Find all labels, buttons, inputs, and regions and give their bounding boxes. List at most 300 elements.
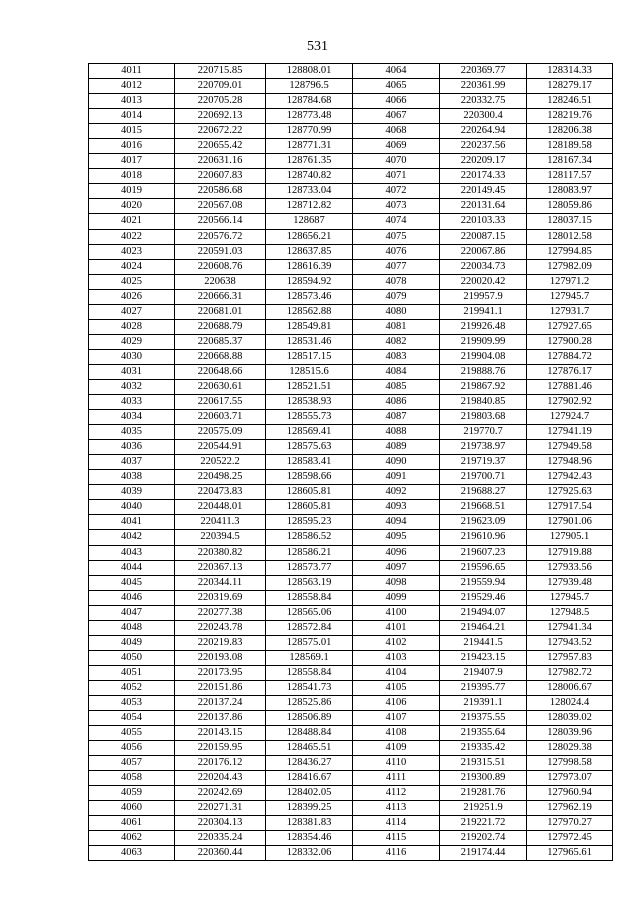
table-row [89,816,613,831]
table-cell-left-point-number: 4060 [89,801,175,816]
table-cell-left-point-number: 4050 [89,650,175,665]
table-cell-right-y-coordinate: 127925.63 [527,485,613,500]
table-cell-left-y-coordinate: 128656.21 [266,229,353,244]
table-cell-right-point-number: 4087 [353,410,440,425]
table-cell-left-x-coordinate: 220219.83 [175,635,266,650]
table-row [89,289,613,304]
table-cell-right-point-number: 4106 [353,695,440,710]
table-row [89,575,613,590]
table-cell-right-y-coordinate: 128279.17 [527,79,613,94]
table-row [89,109,613,124]
table-cell-left-y-coordinate: 128399.25 [266,801,353,816]
table-cell-right-x-coordinate: 219251.9 [440,801,527,816]
table-row [89,274,613,289]
table-cell-right-y-coordinate: 127957.83 [527,650,613,665]
table-cell-left-y-coordinate: 128586.52 [266,530,353,545]
table-row [89,79,613,94]
table-cell-left-x-coordinate: 220681.01 [175,304,266,319]
table-cell-right-x-coordinate: 219888.76 [440,364,527,379]
table-cell-left-point-number: 4045 [89,575,175,590]
table-cell-left-y-coordinate: 128332.06 [266,846,353,861]
table-cell-right-y-coordinate: 128117.57 [527,169,613,184]
table-cell-left-point-number: 4063 [89,846,175,861]
table-cell-left-point-number: 4017 [89,154,175,169]
table-cell-left-x-coordinate: 220394.5 [175,530,266,545]
table-cell-right-y-coordinate: 127931.7 [527,304,613,319]
table-cell-left-x-coordinate: 220344.11 [175,575,266,590]
table-cell-right-y-coordinate: 127973.07 [527,771,613,786]
table-cell-left-point-number: 4030 [89,349,175,364]
table-cell-right-y-coordinate: 127927.65 [527,319,613,334]
table-cell-right-y-coordinate: 128006.67 [527,680,613,695]
table-cell-right-x-coordinate: 219407.9 [440,665,527,680]
table-cell-right-y-coordinate: 127905.1 [527,530,613,545]
table-cell-right-point-number: 4080 [353,304,440,319]
table-cell-right-y-coordinate: 128219.76 [527,109,613,124]
table-row [89,94,613,109]
table-cell-right-y-coordinate: 128083.97 [527,184,613,199]
table-cell-right-x-coordinate: 219221.72 [440,816,527,831]
table-cell-right-x-coordinate: 220087.15 [440,229,527,244]
table-cell-right-y-coordinate: 127884.72 [527,349,613,364]
coordinates-table [88,63,613,861]
table-row [89,199,613,214]
table-cell-left-y-coordinate: 128525.86 [266,695,353,710]
table-cell-right-y-coordinate: 127971.2 [527,274,613,289]
table-cell-right-x-coordinate: 219867.92 [440,379,527,394]
table-cell-right-x-coordinate: 219738.97 [440,440,527,455]
table-row [89,124,613,139]
table-cell-left-y-coordinate: 128549.81 [266,319,353,334]
table-cell-left-y-coordinate: 128637.85 [266,244,353,259]
table-cell-left-point-number: 4052 [89,680,175,695]
table-cell-right-y-coordinate: 127919.88 [527,545,613,560]
table-cell-right-y-coordinate: 128167.34 [527,154,613,169]
table-row [89,620,613,635]
table-row [89,831,613,846]
table-cell-right-x-coordinate: 220369.77 [440,64,527,79]
table-row [89,304,613,319]
table-cell-left-y-coordinate: 128575.63 [266,440,353,455]
table-cell-left-x-coordinate: 220566.14 [175,214,266,229]
table-cell-left-x-coordinate: 220367.13 [175,560,266,575]
table-cell-right-point-number: 4088 [353,425,440,440]
table-cell-right-y-coordinate: 128037.15 [527,214,613,229]
table-cell-right-y-coordinate: 127881.46 [527,379,613,394]
table-cell-right-x-coordinate: 220361.99 [440,79,527,94]
table-cell-right-point-number: 4076 [353,244,440,259]
table-cell-right-x-coordinate: 219441.5 [440,635,527,650]
table-cell-left-point-number: 4055 [89,726,175,741]
table-row [89,485,613,500]
table-cell-right-point-number: 4115 [353,831,440,846]
table-cell-right-x-coordinate: 219610.96 [440,530,527,545]
table-cell-left-y-coordinate: 128562.88 [266,304,353,319]
table-cell-right-point-number: 4099 [353,590,440,605]
table-cell-left-point-number: 4015 [89,124,175,139]
table-cell-right-y-coordinate: 128059.86 [527,199,613,214]
table-row [89,530,613,545]
table-cell-right-x-coordinate: 220332.75 [440,94,527,109]
table-row [89,410,613,425]
table-cell-left-y-coordinate: 128506.89 [266,711,353,726]
table-cell-left-point-number: 4031 [89,364,175,379]
table-cell-right-y-coordinate: 127917.54 [527,500,613,515]
table-cell-left-y-coordinate: 128541.73 [266,680,353,695]
table-cell-left-y-coordinate: 128465.51 [266,741,353,756]
table-row [89,154,613,169]
table-cell-right-x-coordinate: 219494.07 [440,605,527,620]
table-cell-left-y-coordinate: 128594.92 [266,274,353,289]
table-row [89,244,613,259]
table-cell-right-point-number: 4093 [353,500,440,515]
table-cell-right-x-coordinate: 219355.64 [440,726,527,741]
table-cell-right-x-coordinate: 219668.51 [440,500,527,515]
table-cell-left-point-number: 4061 [89,816,175,831]
table-row [89,259,613,274]
table-cell-right-point-number: 4074 [353,214,440,229]
table-cell-right-point-number: 4107 [353,711,440,726]
table-cell-right-y-coordinate: 127965.61 [527,846,613,861]
table-cell-left-point-number: 4043 [89,545,175,560]
table-cell-right-y-coordinate: 128039.96 [527,726,613,741]
table-cell-right-x-coordinate: 220131.64 [440,199,527,214]
table-row [89,440,613,455]
table-cell-left-point-number: 4014 [89,109,175,124]
table-cell-right-x-coordinate: 219607.23 [440,545,527,560]
table-cell-left-y-coordinate: 128515.6 [266,364,353,379]
table-row [89,364,613,379]
table-cell-left-y-coordinate: 128488.84 [266,726,353,741]
table-cell-left-x-coordinate: 220715.85 [175,64,266,79]
table-cell-right-x-coordinate: 219719.37 [440,455,527,470]
table-cell-right-x-coordinate: 219315.51 [440,756,527,771]
table-row [89,545,613,560]
table-cell-right-x-coordinate: 219700.71 [440,470,527,485]
table-cell-right-x-coordinate: 220103.33 [440,214,527,229]
table-cell-left-point-number: 4022 [89,229,175,244]
table-cell-left-y-coordinate: 128381.83 [266,816,353,831]
table-cell-right-x-coordinate: 219770.7 [440,425,527,440]
table-cell-left-y-coordinate: 128573.77 [266,560,353,575]
table-cell-left-point-number: 4018 [89,169,175,184]
table-cell-right-y-coordinate: 127994.85 [527,244,613,259]
table-cell-right-y-coordinate: 128206.38 [527,124,613,139]
table-cell-left-y-coordinate: 128796.5 [266,79,353,94]
table-cell-right-x-coordinate: 219174.44 [440,846,527,861]
table-cell-right-x-coordinate: 219391.1 [440,695,527,710]
table-cell-left-x-coordinate: 220137.24 [175,695,266,710]
table-cell-left-y-coordinate: 128605.81 [266,500,353,515]
table-cell-left-point-number: 4016 [89,139,175,154]
table-cell-right-y-coordinate: 127998.58 [527,756,613,771]
table-cell-left-y-coordinate: 128517.15 [266,349,353,364]
table-cell-right-x-coordinate: 219688.27 [440,485,527,500]
table-cell-left-point-number: 4049 [89,635,175,650]
table-cell-left-point-number: 4039 [89,485,175,500]
table-cell-right-y-coordinate: 127982.09 [527,259,613,274]
table-cell-left-y-coordinate: 128569.41 [266,425,353,440]
table-cell-left-x-coordinate: 220411.3 [175,515,266,530]
table-cell-right-x-coordinate: 220300.4 [440,109,527,124]
table-cell-left-point-number: 4029 [89,334,175,349]
table-cell-right-point-number: 4072 [353,184,440,199]
table-cell-left-x-coordinate: 220603.71 [175,410,266,425]
table-cell-right-point-number: 4064 [353,64,440,79]
table-cell-left-y-coordinate: 128402.05 [266,786,353,801]
table-cell-right-x-coordinate: 219202.74 [440,831,527,846]
table-cell-right-point-number: 4103 [353,650,440,665]
table-cell-left-x-coordinate: 220137.86 [175,711,266,726]
table-cell-left-point-number: 4023 [89,244,175,259]
table-cell-right-x-coordinate: 219559.94 [440,575,527,590]
table-cell-left-x-coordinate: 220655.42 [175,139,266,154]
table-row [89,680,613,695]
table-cell-right-x-coordinate: 220067.86 [440,244,527,259]
table-row [89,711,613,726]
table-cell-right-point-number: 4079 [353,289,440,304]
table-cell-right-x-coordinate: 219335.42 [440,741,527,756]
table-cell-right-x-coordinate: 220209.17 [440,154,527,169]
table-cell-right-y-coordinate: 127945.7 [527,289,613,304]
table-cell-left-x-coordinate: 220586.68 [175,184,266,199]
table-cell-right-x-coordinate: 220174.33 [440,169,527,184]
table-cell-right-y-coordinate: 127939.48 [527,575,613,590]
table-cell-left-x-coordinate: 220666.31 [175,289,266,304]
table-cell-left-x-coordinate: 220692.13 [175,109,266,124]
table-cell-left-y-coordinate: 128354.46 [266,831,353,846]
table-cell-right-x-coordinate: 220149.45 [440,184,527,199]
table-cell-right-y-coordinate: 127941.19 [527,425,613,440]
table-cell-right-y-coordinate: 127876.17 [527,364,613,379]
table-cell-right-y-coordinate: 127949.58 [527,440,613,455]
table-cell-left-y-coordinate: 128733.04 [266,184,353,199]
table-cell-left-y-coordinate: 128565.06 [266,605,353,620]
table-cell-right-y-coordinate: 127982.72 [527,665,613,680]
table-cell-left-x-coordinate: 220159.95 [175,741,266,756]
table-cell-left-x-coordinate: 220576.72 [175,229,266,244]
table-cell-right-point-number: 4112 [353,786,440,801]
table-cell-left-y-coordinate: 128531.46 [266,334,353,349]
table-row [89,169,613,184]
table-cell-right-x-coordinate: 219529.46 [440,590,527,605]
table-row [89,319,613,334]
table-cell-right-x-coordinate: 219904.08 [440,349,527,364]
table-cell-right-point-number: 4094 [353,515,440,530]
table-cell-right-point-number: 4085 [353,379,440,394]
table-cell-left-x-coordinate: 220151.86 [175,680,266,695]
table-cell-left-point-number: 4048 [89,620,175,635]
table-cell-right-y-coordinate: 127962.19 [527,801,613,816]
table-cell-right-point-number: 4096 [353,545,440,560]
table-cell-right-x-coordinate: 219464.21 [440,620,527,635]
table-cell-right-point-number: 4101 [353,620,440,635]
table-cell-left-x-coordinate: 220498.25 [175,470,266,485]
table-cell-right-point-number: 4110 [353,756,440,771]
table-cell-right-point-number: 4104 [353,665,440,680]
table-cell-right-point-number: 4084 [353,364,440,379]
table-cell-right-x-coordinate: 219375.55 [440,711,527,726]
table-cell-left-point-number: 4032 [89,379,175,394]
table-cell-left-y-coordinate: 128773.48 [266,109,353,124]
table-row [89,395,613,410]
table-cell-left-point-number: 4035 [89,425,175,440]
table-cell-right-y-coordinate: 128246.51 [527,94,613,109]
table-cell-right-y-coordinate: 127970.27 [527,816,613,831]
table-cell-left-y-coordinate: 128595.23 [266,515,353,530]
table-cell-left-x-coordinate: 220608.76 [175,259,266,274]
table-cell-right-point-number: 4078 [353,274,440,289]
table-cell-left-y-coordinate: 128687 [266,214,353,229]
table-cell-left-point-number: 4038 [89,470,175,485]
table-cell-right-y-coordinate: 128024.4 [527,695,613,710]
table-cell-right-y-coordinate: 128189.58 [527,139,613,154]
table-row [89,726,613,741]
table-cell-left-x-coordinate: 220204.43 [175,771,266,786]
table-row [89,425,613,440]
table-cell-left-x-coordinate: 220705.28 [175,94,266,109]
table-cell-left-x-coordinate: 220685.37 [175,334,266,349]
table-cell-left-y-coordinate: 128583.41 [266,455,353,470]
table-cell-right-y-coordinate: 128314.33 [527,64,613,79]
table-row [89,229,613,244]
table-cell-left-point-number: 4026 [89,289,175,304]
table-cell-left-point-number: 4054 [89,711,175,726]
table-cell-left-point-number: 4047 [89,605,175,620]
table-cell-right-x-coordinate: 220020.42 [440,274,527,289]
table-cell-right-point-number: 4100 [353,605,440,620]
table-cell-right-y-coordinate: 127933.56 [527,560,613,575]
table-cell-right-point-number: 4065 [353,79,440,94]
table-cell-left-y-coordinate: 128558.84 [266,665,353,680]
table-cell-left-x-coordinate: 220575.09 [175,425,266,440]
table-cell-left-y-coordinate: 128761.35 [266,154,353,169]
table-cell-right-x-coordinate: 219957.9 [440,289,527,304]
table-cell-left-y-coordinate: 128586.21 [266,545,353,560]
table-cell-left-x-coordinate: 220277.38 [175,605,266,620]
table-cell-right-point-number: 4091 [353,470,440,485]
table-cell-left-point-number: 4012 [89,79,175,94]
table-cell-left-point-number: 4025 [89,274,175,289]
table-cell-left-point-number: 4056 [89,741,175,756]
table-cell-left-point-number: 4046 [89,590,175,605]
table-cell-right-point-number: 4068 [353,124,440,139]
table-cell-right-point-number: 4086 [353,395,440,410]
table-cell-left-point-number: 4058 [89,771,175,786]
table-row [89,786,613,801]
table-cell-right-y-coordinate: 127943.52 [527,635,613,650]
table-cell-right-y-coordinate: 127941.34 [527,620,613,635]
table-cell-right-point-number: 4083 [353,349,440,364]
table-row [89,635,613,650]
table-cell-right-x-coordinate: 219623.09 [440,515,527,530]
table-cell-left-x-coordinate: 220631.16 [175,154,266,169]
table-cell-left-point-number: 4059 [89,786,175,801]
table-cell-right-y-coordinate: 127972.45 [527,831,613,846]
table-cell-right-y-coordinate: 128039.02 [527,711,613,726]
table-row [89,756,613,771]
table-row [89,741,613,756]
table-cell-right-point-number: 4105 [353,680,440,695]
table-row [89,515,613,530]
table-cell-left-x-coordinate: 220544.91 [175,440,266,455]
table-row [89,771,613,786]
table-cell-right-point-number: 4075 [353,229,440,244]
table-cell-right-x-coordinate: 220034.73 [440,259,527,274]
table-cell-right-point-number: 4069 [353,139,440,154]
table-cell-left-x-coordinate: 220688.79 [175,319,266,334]
table-cell-right-y-coordinate: 128012.58 [527,229,613,244]
table-cell-right-point-number: 4095 [353,530,440,545]
table-cell-left-x-coordinate: 220591.03 [175,244,266,259]
table-row [89,846,613,861]
table-cell-left-y-coordinate: 128538.93 [266,395,353,410]
table-cell-left-x-coordinate: 220638 [175,274,266,289]
table-cell-left-x-coordinate: 220335.24 [175,831,266,846]
table-cell-right-x-coordinate: 219596.65 [440,560,527,575]
table-cell-right-point-number: 4070 [353,154,440,169]
table-cell-left-point-number: 4051 [89,665,175,680]
table-cell-left-y-coordinate: 128616.39 [266,259,353,274]
table-cell-left-point-number: 4041 [89,515,175,530]
table-cell-left-x-coordinate: 220271.31 [175,801,266,816]
table-cell-right-x-coordinate: 219909.99 [440,334,527,349]
table-cell-left-x-coordinate: 220630.61 [175,379,266,394]
table-cell-right-y-coordinate: 128029.38 [527,741,613,756]
table-cell-left-y-coordinate: 128770.99 [266,124,353,139]
table-row [89,379,613,394]
table-cell-left-point-number: 4011 [89,64,175,79]
table-cell-right-point-number: 4116 [353,846,440,861]
table-cell-left-y-coordinate: 128740.82 [266,169,353,184]
table-cell-right-point-number: 4102 [353,635,440,650]
table-cell-right-y-coordinate: 127945.7 [527,590,613,605]
table-cell-right-x-coordinate: 219840.85 [440,395,527,410]
table-cell-right-point-number: 4097 [353,560,440,575]
table-cell-right-x-coordinate: 219423.15 [440,650,527,665]
table-cell-left-point-number: 4028 [89,319,175,334]
table-row [89,349,613,364]
table-cell-left-point-number: 4027 [89,304,175,319]
table-cell-left-y-coordinate: 128555.73 [266,410,353,425]
table-cell-left-y-coordinate: 128598.66 [266,470,353,485]
table-cell-left-x-coordinate: 220617.55 [175,395,266,410]
table-cell-left-point-number: 4053 [89,695,175,710]
table-cell-left-point-number: 4033 [89,395,175,410]
table-cell-right-y-coordinate: 127948.5 [527,605,613,620]
table-cell-right-x-coordinate: 219395.77 [440,680,527,695]
table-cell-left-x-coordinate: 220448.01 [175,500,266,515]
table-cell-left-y-coordinate: 128521.51 [266,379,353,394]
table-cell-left-x-coordinate: 220176.12 [175,756,266,771]
table-cell-left-x-coordinate: 220193.08 [175,650,266,665]
table-row [89,139,613,154]
table-cell-left-y-coordinate: 128573.46 [266,289,353,304]
table-cell-left-y-coordinate: 128558.84 [266,590,353,605]
table-row [89,650,613,665]
table-cell-left-point-number: 4036 [89,440,175,455]
table-cell-right-y-coordinate: 127924.7 [527,410,613,425]
table-cell-right-point-number: 4111 [353,771,440,786]
table-cell-left-point-number: 4057 [89,756,175,771]
table-cell-right-y-coordinate: 127948.96 [527,455,613,470]
table-row [89,801,613,816]
table-cell-left-x-coordinate: 220648.66 [175,364,266,379]
table-cell-right-x-coordinate: 219803.68 [440,410,527,425]
table-cell-left-x-coordinate: 220242.69 [175,786,266,801]
table-cell-left-point-number: 4062 [89,831,175,846]
table-row [89,695,613,710]
